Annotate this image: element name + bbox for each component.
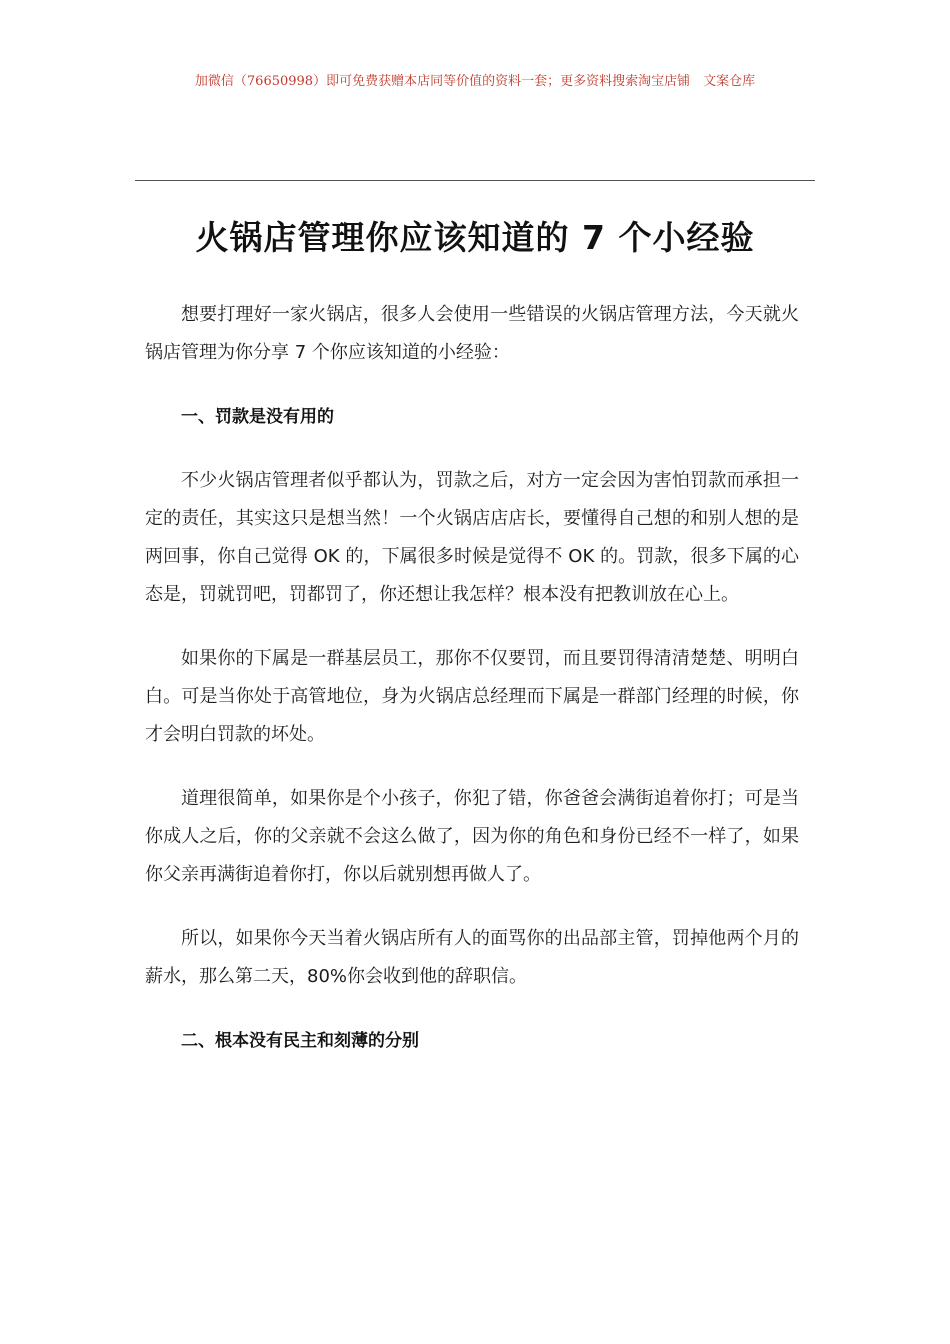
article-body xyxy=(145,296,799,1060)
section-1-paragraph-4: 所以，如果你今天当着火锅店所有人的面骂你的出品部主管，罚掉他两个月的薪水，那么第二天，80%你会收到他的辞职信。 xyxy=(145,928,799,987)
section-heading-1: 一、罚款是没有用的 xyxy=(181,407,334,427)
page-title: 火锅店管理你应该知道的 7 个小经验 xyxy=(195,218,755,257)
section-1-paragraph-2: 如果你的下属是一群基层员工，那你不仅要罚，而且要罚得清清楚楚、明明白白。可是当你处于高管地位，身为火锅店总经理而下属是一群部门经理的时候，你才会明白罚款的坏处。 xyxy=(145,648,799,745)
intro-paragraph: 想要打理好一家火锅店，很多人会使用一些错误的火锅店管理方法，今天就火锅店管理为你分享 7 个你应该知道的小经验： xyxy=(145,304,799,363)
header-note: 加微信（76650998）即可免费获赠本店同等价值的资料一套；更多资料搜索淘宝店铺 文案仓库 xyxy=(194,74,756,89)
section-1-paragraph-1: 不少火锅店管理者似乎都认为，罚款之后，对方一定会因为害怕罚款而承担一定的责任，其实这只是想当然！一个火锅店店店长，要懂得自己想的和别人想的是两回事，你自己觉得 OK 的，下属很多时候是觉得不 OK 的。罚款，很多下属的心态是，罚就罚吧，罚都罚了，你还想让我怎样？根本没有把教训放在心上。 xyxy=(145,470,799,605)
section-heading-2: 二、根本没有民主和刻薄的分别 xyxy=(181,1031,419,1051)
section-1-paragraph-3: 道理很简单，如果你是个小孩子，你犯了错，你爸爸会满街追着你打；可是当你成人之后，你的父亲就不会这么做了，因为你的角色和身份已经不一样了，如果你父亲再满街追着你打，你以后就别想再做人了。 xyxy=(145,788,799,885)
header-divider xyxy=(135,180,815,181)
